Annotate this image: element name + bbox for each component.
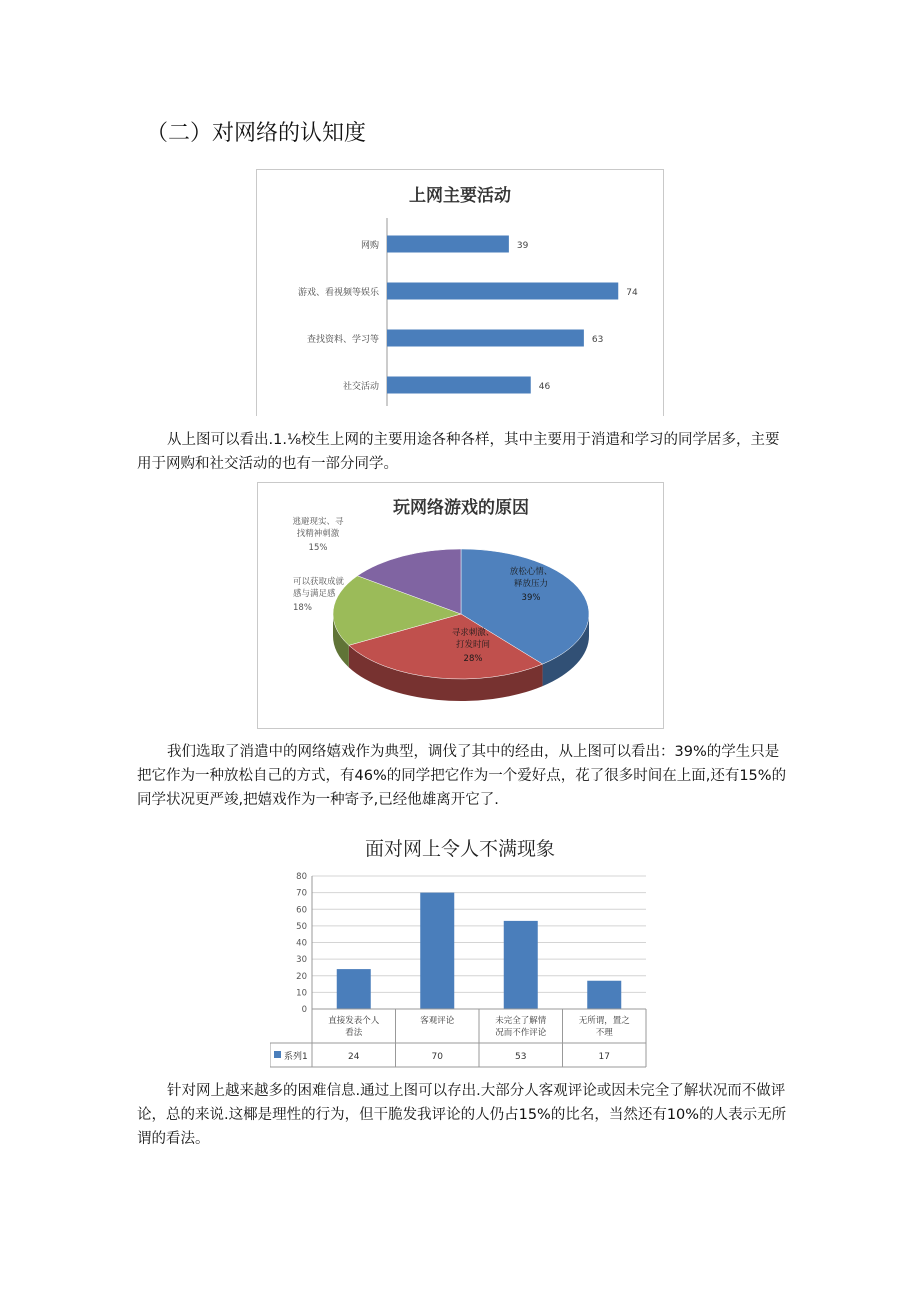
pie-slice-label-line: 寻求刺激、 <box>451 628 495 638</box>
chart1-value-label: 63 <box>591 335 604 345</box>
pie-slice-label-line: 释放压力 <box>513 579 549 589</box>
chart3-y-tick-label: 0 <box>301 1005 307 1015</box>
chart3-table-value: 53 <box>515 1052 527 1062</box>
pie-slice-percent: 18% <box>293 603 312 613</box>
chart3-bar <box>587 981 621 1009</box>
chart3-y-tick-label: 20 <box>296 971 307 982</box>
chart3-legend-swatch <box>274 1051 281 1058</box>
chart3-table-value: 70 <box>431 1052 443 1062</box>
pie-slice-label <box>293 576 345 599</box>
pie-slice-percent: 15% <box>308 543 328 553</box>
chart1-category-label: 查找资料、学习等 <box>306 335 379 345</box>
dissatisfaction-column-chart <box>270 870 650 1070</box>
chart3-category-label-line: 不理 <box>595 1028 613 1038</box>
pie-slice-label-line: 逃避现实、寻 <box>292 517 344 527</box>
paragraph-1-text: 从上图可以看出.1.⅛校生上网的主要用途各种各样，其中主要用于消遣和学习的同学居多，主要用于网购和社交活动的也有一部分同学。 <box>137 432 780 472</box>
chart2-title: 玩网络游戏的原因 <box>393 498 529 518</box>
chart3-bar <box>504 921 538 1009</box>
activities-bar-chart-svg <box>257 170 663 416</box>
section-heading: （二）对网络的认知度 <box>146 121 367 146</box>
chart1-bar <box>387 377 531 394</box>
chart1-value-label: 74 <box>626 288 638 298</box>
chart3-y-tick-label: 50 <box>296 921 307 932</box>
pie-slice-label-line: 放松心情、 <box>509 567 553 577</box>
chart1-title: 上网主要活动 <box>409 186 511 206</box>
chart3-category-label-line: 客观评论 <box>420 1016 455 1026</box>
chart3-series-name: 系列1 <box>284 1052 308 1062</box>
chart3-y-tick-label: 70 <box>296 888 307 899</box>
chart1-bar <box>387 236 509 253</box>
paragraph-1 <box>137 428 787 476</box>
activities-bar-chart <box>256 169 664 416</box>
chart3-category-label <box>420 1015 455 1026</box>
paragraph-2-text: 我们选取了消遣中的网络嬉戏作为典型，调伐了其中的经由，从上图可以看出：39%的学生只是把它作为一种放松自己的方式，有46%的同学把它作为一个爱好点，花了很多时间在上面,还有15%的同学状况更严竣,把嬉戏作为一种寄予,已经他雄离开它了. <box>137 744 787 808</box>
chart3-category-label-line: 直接发表个人 <box>328 1016 380 1026</box>
pie-slice-label-line: 可以获取成就 <box>293 577 345 587</box>
chart1-category-label: 游戏、看视频等娱乐 <box>297 288 379 298</box>
pie-slice-label-line: 感与满足感 <box>293 589 336 599</box>
chart1-category-label: 网购 <box>360 241 379 251</box>
chart1-value-label: 46 <box>538 382 551 392</box>
pie-slice-label-line: 找精神刺激 <box>296 529 340 539</box>
chart3-category-label <box>579 1015 631 1038</box>
game-reasons-pie-chart <box>257 482 664 729</box>
chart3-bar <box>337 969 371 1009</box>
paragraph-3-text: 针对网上越来越多的困难信息.通过上图可以存出.大部分人客观评论或因未完全了解状况而不做评论，总的来说.这椰是理性的行为，但干脆发我评论的人仍占15%的比名，当然还有10%的人表示无所谓的看法。 <box>137 1083 787 1147</box>
chart3-category-label-line: 况而不作评论 <box>495 1028 547 1038</box>
chart3-table-value: 24 <box>348 1052 360 1062</box>
chart1-value-label: 39 <box>516 241 529 251</box>
chart3-category-label <box>328 1015 380 1038</box>
chart3-y-tick-label: 60 <box>296 905 307 916</box>
chart3-title: 面对网上令人不满现象 <box>364 838 555 860</box>
chart3-table-value: 17 <box>598 1052 610 1062</box>
chart3-y-tick-label: 30 <box>296 955 307 966</box>
chart3-y-tick-label: 10 <box>296 988 307 999</box>
pie-slice-label <box>292 516 344 539</box>
paragraph-3 <box>137 1079 787 1151</box>
chart3-category-label <box>495 1015 547 1038</box>
chart1-bar <box>387 283 618 300</box>
chart1-bar <box>387 330 584 347</box>
chart3-category-label-line: 看法 <box>345 1028 363 1038</box>
chart1-category-label: 社交活动 <box>342 382 379 392</box>
paragraph-2 <box>137 740 787 812</box>
chart3-category-label-line: 无所谓，置之 <box>578 1016 630 1026</box>
pie-slice-percent: 39% <box>521 593 541 603</box>
pie-slice-percent: 28% <box>463 654 483 664</box>
chart3-y-tick-label: 80 <box>296 872 307 882</box>
chart3-category-label-line: 未完全了解情 <box>495 1016 547 1026</box>
chart3-bar <box>420 893 454 1009</box>
chart3-y-tick-label: 40 <box>296 938 307 949</box>
pie-slice-label-line: 打发时间 <box>455 640 491 650</box>
game-reasons-pie-chart-svg <box>258 483 663 728</box>
